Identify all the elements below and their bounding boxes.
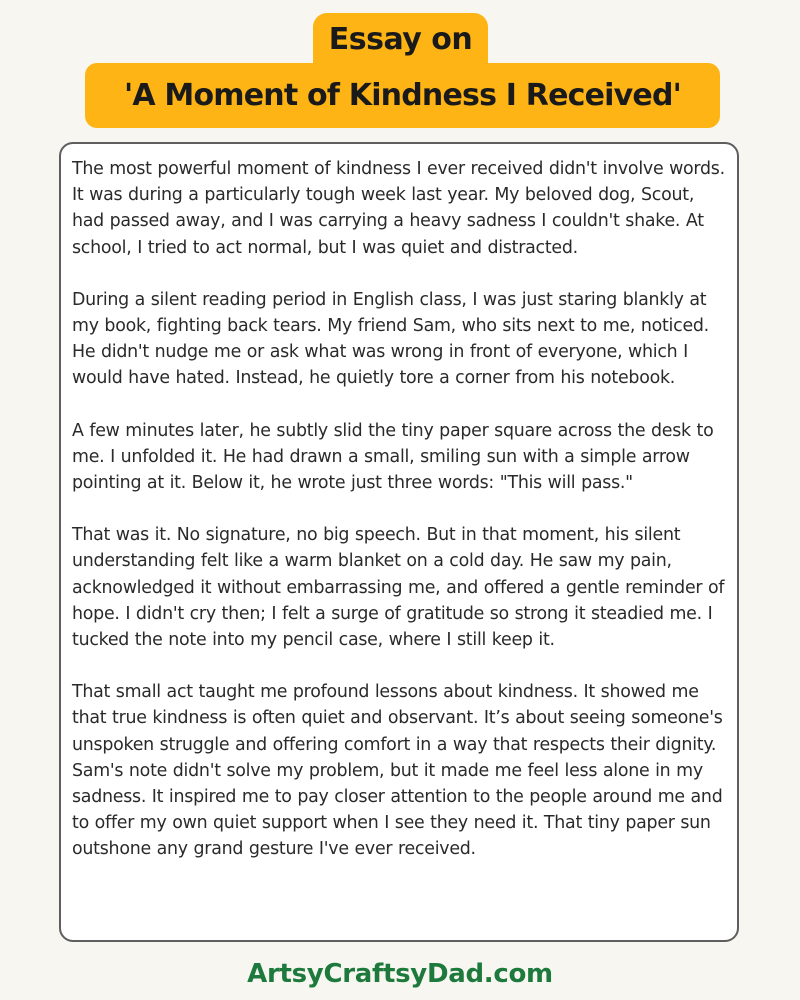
essay-paragraph-5: That small act taught me profound lessons about kindness. It showed me that true kindness is often quiet and observant. It’s about seeing someone's unspoken struggle and offering comfort in a way that respects their dignity. Sam's note didn't solve my problem, but it made me feel less alone in my sadness. It inspired me to pay closer attention to the people around me and to offer my own quiet support when I see they need it. That tiny paper sun outshone any grand gesture I've ever received. [72, 682, 723, 860]
site-logo: ArtsyCraftsyDad.com [247, 959, 553, 989]
essay-paragraph-2: During a silent reading period in English class, I was just staring blankly at my book, fighting back tears. My friend Sam, who sits next to me, noticed. He didn't nudge me or ask what was wrong in front of everyone, which I would have hated. Instead, he quietly tore a corner from his notebook. [72, 289, 709, 389]
title-line-2: 'A Moment of Kindness I Received' [85, 63, 720, 128]
essay-paragraph-3: A few minutes later, he subtly slid the tiny paper square across the desk to me. I unfolded it. He had drawn a small, smiling sun with a simple arrow pointing at it. Below it, he wrote just three words: "This will pass." [72, 420, 714, 494]
essay-box [59, 142, 739, 942]
title-line-1: Essay on [313, 13, 488, 63]
essay-paragraph-1: The most powerful moment of kindness I ever received didn't involve words. It was during a particularly tough week last year. My beloved dog, Scout, had passed away, and I was carrying a heavy sadness I couldn't shake. At school, I tried to act normal, but I was quiet and distracted. [72, 159, 725, 258]
essay-paragraph-4: That was it. No signature, no big speech. But in that moment, his silent understanding felt like a warm blanket on a cold day. He saw my pain, acknowledged it without embarrassing me, and offered a gentle reminder of hope. I didn't cry then; I felt a surge of gratitude so strong it steadied me. I tucked the note into my pencil case, where I still keep it. [72, 525, 725, 651]
